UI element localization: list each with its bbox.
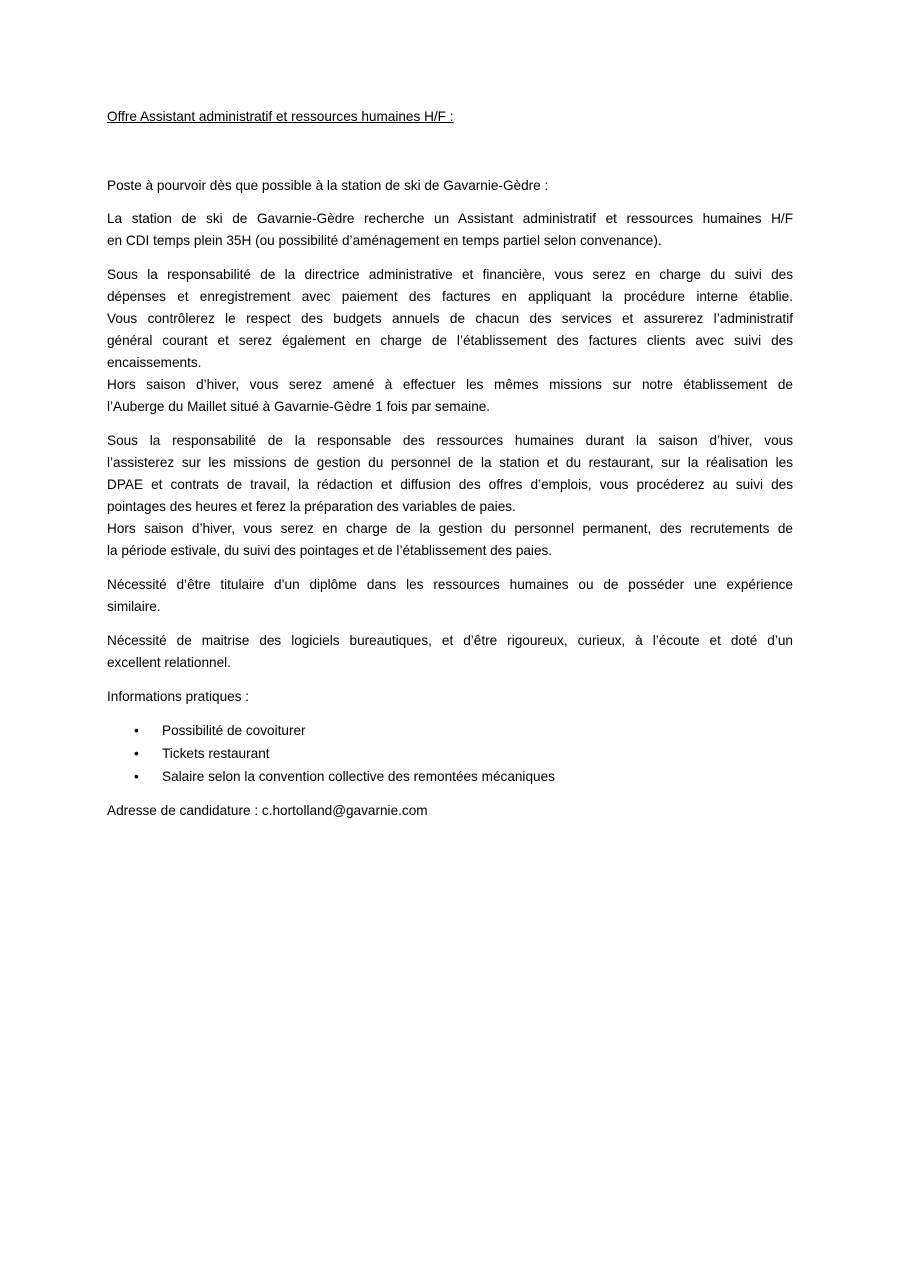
- list-item: [107, 766, 793, 789]
- list-item: [107, 720, 793, 743]
- paragraph-hr-duties: [107, 430, 793, 562]
- text-line: DPAE et contrats de travail, la rédaction et diffusion des offres d’emplois, vous procéderez au suivi des: [107, 477, 793, 492]
- text-line: Nécessité de maitrise des logiciels bureautiques, et d’être rigoureux, curieux, à l’écoute et doté d’un: [107, 633, 793, 648]
- info-label: Informations pratiques :: [107, 689, 250, 704]
- text-line: Nécessité d’être titulaire d’un diplôme dans les ressources humaines ou de posséder une expérience: [107, 577, 793, 592]
- text-line: La station de ski de Gavarnie-Gèdre recherche un Assistant administratif et ressources humaines H/F: [107, 211, 793, 226]
- text-line: similaire.: [107, 599, 161, 614]
- document-title-block: [107, 106, 793, 128]
- text-line: Sous la responsabilité de la directrice administrative et financière, vous serez en charge du suivi des: [107, 267, 793, 282]
- intro-text: Poste à pourvoir dès que possible à la station de ski de Gavarnie-Gèdre :: [107, 178, 549, 193]
- contact-block: [107, 800, 793, 822]
- text-line: la période estivale, du suivi des pointages et de l’établissement des paies.: [107, 543, 553, 558]
- paragraph-skills: [107, 630, 793, 674]
- text-line: Sous la responsabilité de la responsable des ressources humaines durant la saison d’hiver, vous: [107, 433, 793, 448]
- bullet-list: [107, 720, 793, 789]
- bullet-icon: •: [134, 746, 139, 761]
- list-item: [107, 743, 793, 766]
- text-line: général courant et serez également en charge de l’établissement des factures clients avec suivi des: [107, 333, 793, 348]
- document-title: Offre Assistant administratif et ressources humaines H/F :: [107, 109, 454, 124]
- text-line: l’Auberge du Maillet situé à Gavarnie-Gèdre 1 fois par semaine.: [107, 399, 491, 414]
- paragraph-position: [107, 208, 793, 252]
- text-line: Hors saison d’hiver, vous serez en charge de la gestion du personnel permanent, des recrutements de: [107, 521, 793, 536]
- text-line: Vous contrôlerez le respect des budgets annuels de chacun des services et assurerez l’administratif: [107, 311, 793, 326]
- contact-text: Adresse de candidature : c.hortolland@gavarnie.com: [107, 803, 428, 818]
- paragraph-finance-duties: [107, 264, 793, 418]
- bullet-icon: •: [134, 723, 139, 738]
- paragraph-qualifications: [107, 574, 793, 618]
- text-line: dépenses et enregistrement avec paiement des factures en appliquant la procédure interne établie.: [107, 289, 793, 304]
- text-line: encaissements.: [107, 355, 202, 370]
- list-item-text: Salaire selon la convention collective des remontées mécaniques: [162, 769, 555, 784]
- text-line: Hors saison d’hiver, vous serez amené à effectuer les mêmes missions sur notre établissement de: [107, 377, 793, 392]
- list-item-text: Possibilité de covoiturer: [162, 723, 306, 738]
- text-line: l’assisterez sur les missions de gestion du personnel de la station et du restaurant, sur la réalisation les: [107, 455, 793, 470]
- text-line: pointages des heures et ferez la préparation des variables de paies.: [107, 499, 516, 514]
- bullet-icon: •: [134, 769, 139, 784]
- info-block: [107, 686, 793, 708]
- text-line: excellent relationnel.: [107, 655, 231, 670]
- list-item-text: Tickets restaurant: [162, 746, 270, 761]
- intro-block: [107, 175, 793, 197]
- text-line: en CDI temps plein 35H (ou possibilité d’aménagement en temps partiel selon convenance).: [107, 233, 662, 248]
